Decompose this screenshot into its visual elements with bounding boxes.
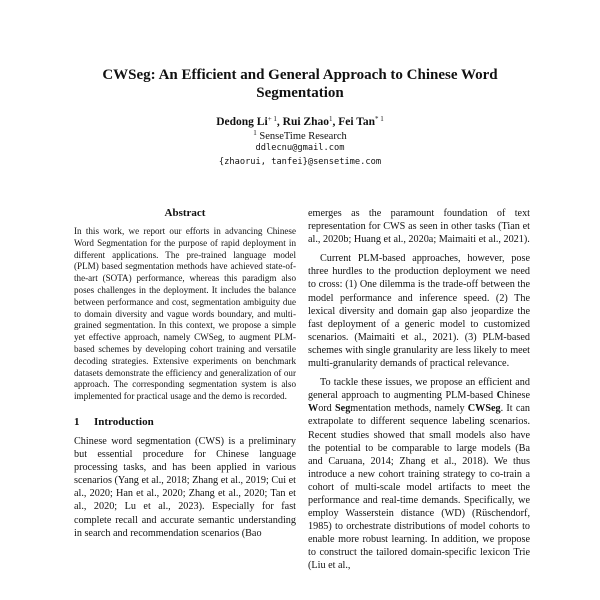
section-title: Introduction — [94, 415, 154, 428]
method-name: CWSeg — [467, 403, 501, 415]
author-mark: 1 — [328, 115, 333, 123]
right-paragraph-continued: emerges as the paramount foundation of text representation for CWS as seen in other tasks (Tian et al., 2020b; Huang et al., 2020a; Maimaiti et al., 2021). — [308, 208, 530, 246]
author-name: Fei Tan — [338, 116, 375, 128]
acronym-letter-c: C — [496, 390, 504, 402]
email-primary: ddlecnu@gmail.com — [255, 143, 345, 153]
author-name: Dedong Li — [216, 116, 268, 128]
right-paragraph-proposal — [308, 376, 530, 572]
proposal-text-mentation: mentation methods, namely — [350, 403, 468, 415]
author-mark: + 1 — [267, 115, 277, 123]
section-number: 1 — [74, 415, 80, 428]
proposal-text-hinese: hinese — [503, 390, 530, 402]
right-paragraph-hurdles: Current PLM-based approaches, however, pose three hurdles to the production deployment we need to cross: (1) One dilemma is the trade-off between the model performance and inference speed. (2) The lexical diversity and domain gap also jeopardize the fast deployment of a generic model to customized scenarios. (Maimaiti et al., 2021). (3) PLM-based schemes with single granularity are less likely to meet multi-granularity demands of practical relevance. — [308, 253, 530, 370]
proposal-text-start: To tackle these issues, we propose an efficient and general approach to augmenting PLM-based — [308, 377, 530, 402]
title-line-1: CWSeg: An Efficient and General Approach to Chinese Word — [102, 67, 498, 83]
affiliation-name: SenseTime Research — [259, 131, 347, 142]
right-column — [308, 207, 530, 573]
author-name: Rui Zhao — [282, 116, 329, 128]
left-column — [74, 206, 296, 540]
abstract-text: In this work, we report our efforts in advancing Chinese Word Segmentation for the purpose of rapid deployment in different applications. The pre-trained language model (PLM) based segmentation methods have achieved state-of-the-art (SOTA) performance, whereas this paradigm also poses challenges in the deployment. It includes the balance between performance and cost, segmentation ambiguity due to domain diversity and vague words boundary, and multi-grained segmentation. In this context, we propose a simple yet effective approach, namely CWSeg, to augment PLM-based schemes by developing cohort training and versatile decoding strategies. Extensive experiments on benchmark datasets demonstrate the efficiency and generalization of our approach. The corresponding segmentation system is also implemented for practical usage and the demo is recorded. — [74, 226, 296, 402]
acronym-letters-seg: Seg — [335, 403, 351, 415]
title-line-2: Segmentation — [256, 85, 344, 101]
author-mark: * 1 — [375, 115, 384, 123]
acronym-letter-w: W — [308, 403, 319, 415]
author-list: Dedong $Li^{+ 1}$, Rui Zhao$^1$, Fei Tan$^{* 1}$ — [216, 115, 384, 128]
intro-paragraph: Chinese word segmentation (CWS) is a preliminary but essential procedure for Chinese language processing tasks, and has been applied in various scenarios (Yang et al., 2018; Zhang et al., 2019; Cui et al., 2020; Han et al., 2020; Zhang et al., 2020; Tan et al., 2020; Lu et al., 2023). Especially for fast complete recall and accurate semantic understanding in search and recommendation scenarios (Bao — [74, 435, 296, 539]
abstract-heading: Abstract — [164, 207, 206, 219]
paper-title — [60, 66, 540, 102]
affiliation-mark: 1 — [253, 129, 257, 137]
proposal-text-rest: . It can extrapolate to different sequence labeling scenarios. Recent studies showed that small models also have the potential to be comparable to large models (Ba and Caruana, 2014; Zhang et al., 2018). We thus introduce a new cohort training strategy to co-train a cohort of multi-scale model artifacts to meet the performance and real-time demands. Specifically, we employ Wasserstein distance (WD) (Rüschendorf, 1985) to orchestrate distributions of model cohorts to enable more robust learning. In addition, we propose to construct the tailored domain-specific lexicon Trie (Liu et al., — [308, 403, 530, 572]
section-heading — [74, 415, 296, 429]
email-secondary: {zhaorui, tanfei}@sensetime.com — [218, 157, 382, 167]
affiliation — [60, 127, 540, 143]
proposal-text-ord: ord — [318, 403, 335, 415]
